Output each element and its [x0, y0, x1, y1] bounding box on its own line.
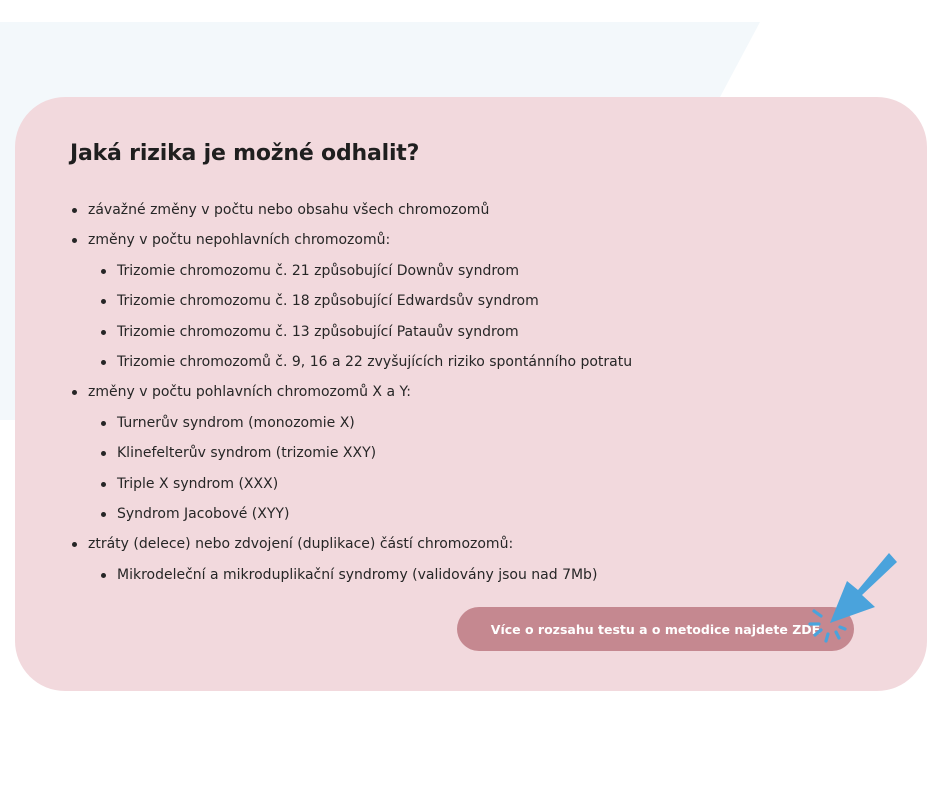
risk-item: ztráty (delece) nebo zdvojení (duplikace) částí chromozomů: [70, 529, 632, 559]
risk-item: změny v počtu pohlavních chromozomů X a Y: [70, 377, 632, 407]
risk-subitem: Turnerův syndrom (monozomie X) [70, 408, 632, 438]
risk-item: závažné změny v počtu nebo obsahu všech chromozomů [70, 195, 632, 225]
risk-card [15, 97, 927, 691]
section-title: Jaká rizika je možné odhalit? [70, 141, 420, 166]
risk-subitem: Trizomie chromozomu č. 18 způsobující Edwardsův syndrom [70, 286, 632, 316]
risk-subitem: Syndrom Jacobové (XYY) [70, 499, 632, 529]
risk-item: změny v počtu nepohlavních chromozomů: [70, 225, 632, 255]
more-info-button[interactable]: Více o rozsahu testu a o metodice najdete ZDE [457, 607, 854, 651]
risk-list [70, 195, 632, 590]
risk-subitem: Klinefelterův syndrom (trizomie XXY) [70, 438, 632, 468]
risk-subitem: Mikrodeleční a mikroduplikační syndromy (validovány jsou nad 7Mb) [70, 560, 632, 590]
risk-subitem: Trizomie chromozomů č. 9, 16 a 22 zvyšujících riziko spontánního potratu [70, 347, 632, 377]
risk-subitem: Triple X syndrom (XXX) [70, 469, 632, 499]
risk-subitem: Trizomie chromozomu č. 13 způsobující Patauův syndrom [70, 317, 632, 347]
risk-subitem: Trizomie chromozomu č. 21 způsobující Downův syndrom [70, 256, 632, 286]
